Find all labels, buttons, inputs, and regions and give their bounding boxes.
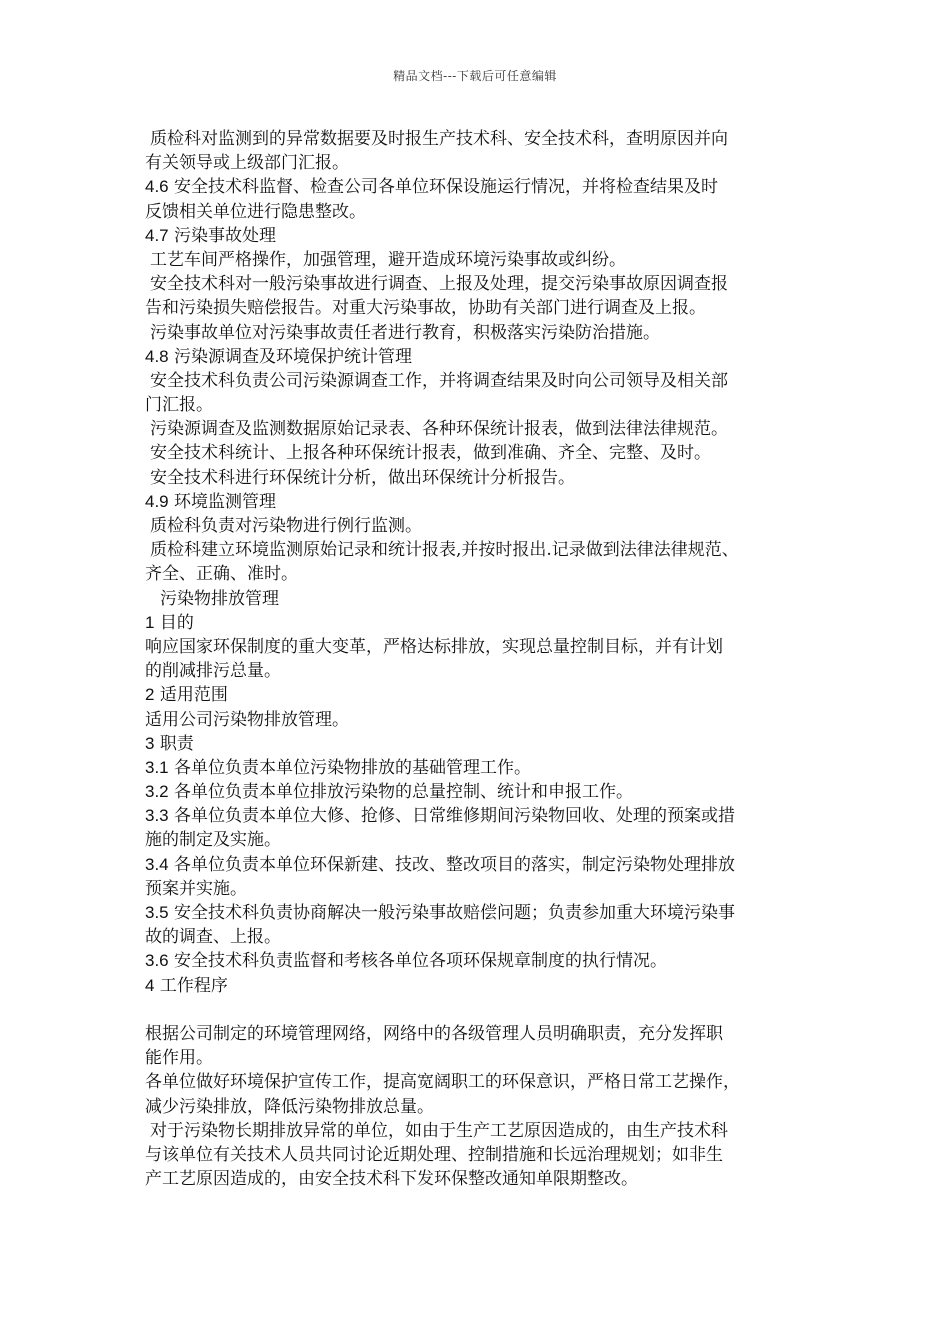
line-text: 适用公司污染物排放管理。: [145, 709, 349, 730]
section-number: 2: [145, 685, 155, 705]
text-line: [145, 659, 810, 683]
line-text: 各单位负责本单位污染物排放的基础管理工作。: [168, 757, 532, 778]
text-line: [145, 611, 810, 635]
line-text: 施的制定及实施。: [145, 830, 281, 851]
text-line: [145, 417, 810, 441]
line-text: 各单位负责本单位排放污染物的总量控制、统计和申报工作。: [168, 782, 634, 803]
line-text: 污染物排放管理: [160, 588, 279, 609]
text-line: [145, 635, 810, 659]
text-line: [145, 1046, 810, 1070]
section-number: 4: [145, 975, 155, 995]
text-line: [145, 175, 810, 199]
text-line: [145, 272, 810, 296]
line-text: 安全技术科进行环保统计分析，做出环保统计分析报告。: [150, 467, 575, 488]
section-number: 3.2: [145, 782, 169, 802]
line-text: 产工艺原因造成的，由安全技术科下发环保整改通知单限期整改。: [145, 1169, 638, 1190]
section-number: 3.6: [145, 951, 169, 971]
text-line: [145, 853, 810, 877]
line-text: 污染事故单位对污染事故责任者进行教育，积极落实污染防治措施。: [150, 322, 660, 343]
line-text: 安全技术科负责协商解决一般污染事故赔偿问题；负责参加重大环境污染事: [168, 903, 736, 923]
text-line: [145, 441, 810, 465]
text-line: [145, 780, 810, 804]
section-number: 3.1: [145, 757, 169, 777]
line-text: 安全技术科负责公司污染源调查工作，并将调查结果及时向公司领导及相关部: [150, 370, 728, 391]
section-number: 3.5: [145, 903, 169, 922]
line-text: 环境监测管理: [168, 491, 277, 512]
text-line: [145, 683, 810, 707]
line-text: 对于污染物长期排放异常的单位，如由于生产工艺原因造成的，由生产技术科: [150, 1120, 728, 1141]
text-line: [145, 151, 810, 175]
line-text: 污染源调查及环境保护统计管理: [168, 346, 413, 367]
text-line: [145, 756, 810, 780]
text-line: [145, 296, 810, 320]
text-line: [145, 321, 810, 345]
text-line: [145, 974, 810, 998]
text-line: [145, 828, 810, 852]
line-text: 职责: [154, 733, 194, 754]
line-text: 各单位负责本单位大修、抢修、日常维修期间污染物回收、处理的预案或措: [168, 806, 736, 827]
text-line: [145, 925, 810, 949]
document-body: [145, 127, 810, 1191]
line-text: 安全技术科统计、上报各种环保统计报表，做到准确、齐全、完整、及时。: [150, 443, 711, 464]
text-line: [145, 490, 810, 514]
text-line: [145, 1143, 810, 1167]
line-text: 根据公司制定的环境管理网络，网络中的各级管理人员明确职责，充分发挥职: [145, 1023, 723, 1044]
text-line: [145, 538, 810, 562]
line-text: 有关领导或上级部门汇报。: [145, 153, 349, 174]
line-text: 与该单位有关技术人员共同讨论近期处理、控制措施和长远治理规划；如非生: [145, 1144, 723, 1165]
page-header: 精品文档---下载后可任意编辑: [393, 69, 557, 83]
line-text: 工艺车间严格操作，加强管理，避开造成环境污染事故或纠纷。: [150, 249, 626, 270]
line-text: 污染源调查及监测数据原始记录表、各种环保统计报表，做到法律法律规范。: [150, 419, 728, 440]
text-line: [145, 393, 810, 417]
text-line: [145, 562, 810, 586]
line-text: 适用范围: [154, 685, 228, 706]
text-line: [145, 998, 810, 1022]
line-text: 安全技术科负责监督和考核各单位各项环保规章制度的执行情况。: [168, 951, 668, 972]
section-number: 1: [145, 612, 155, 632]
section-number: 4.9: [145, 491, 169, 511]
line-text: 响应国家环保制度的重大变革，严格达标排放，实现总量控制目标，并有计划: [145, 636, 723, 657]
section-number: 3: [145, 733, 155, 753]
text-line: [145, 804, 810, 828]
section-number: 4.8: [145, 346, 169, 366]
line-text: 目的: [154, 612, 194, 633]
text-line: [145, 1167, 810, 1191]
line-text: 齐全、正确、准时。: [145, 564, 298, 585]
text-line: [145, 732, 810, 756]
text-line: [145, 1095, 810, 1119]
line-text: 门汇报。: [145, 395, 213, 416]
line-text: 反馈相关单位进行隐患整改。: [145, 201, 366, 222]
line-text: 各单位做好环境保护宣传工作，提高宽阔职工的环保意识，严格日常工艺操作，: [145, 1072, 740, 1093]
text-line: [145, 127, 810, 151]
line-text: 各单位负责本单位环保新建、技改、整改项目的落实，制定污染物处理排放: [168, 854, 736, 875]
line-text: 质检科对监测到的异常数据要及时报生产技术科、安全技术科，查明原因并向: [150, 129, 728, 149]
line-text: 污染事故处理: [168, 225, 277, 246]
line-text: 安全技术科对一般污染事故进行调查、上报及处理，提交污染事故原因调查报: [150, 274, 728, 295]
text-line: [145, 200, 810, 224]
text-line: [145, 901, 810, 925]
text-line: [145, 1119, 810, 1143]
text-line: [145, 224, 810, 248]
line-text: 能作用。: [145, 1048, 213, 1069]
line-text: 安全技术科监督、检查公司各单位环保设施运行情况，并将检查结果及时: [168, 177, 719, 198]
section-number: 3.3: [145, 806, 169, 826]
text-line: [145, 587, 810, 611]
section-number: 4.6: [145, 177, 169, 197]
text-line: [145, 949, 810, 973]
text-line: [145, 1070, 810, 1094]
text-line: [145, 369, 810, 393]
section-number: 3.4: [145, 854, 169, 874]
line-text: 预案并实施。: [145, 878, 247, 899]
line-text: 质检科负责对污染物进行例行监测。: [150, 516, 422, 536]
line-text: 质检科建立环境监测原始记录和统计报表,并按时报出.记录做到法律法律规范、: [150, 540, 739, 561]
line-text: 的削减排污总量。: [145, 661, 281, 682]
text-line: [145, 1022, 810, 1046]
text-line: [145, 248, 810, 272]
text-line: [145, 877, 810, 901]
text-line: [145, 514, 810, 538]
text-line: [145, 708, 810, 732]
text-line: [145, 466, 810, 490]
section-number: 4.7: [145, 225, 169, 245]
text-line: [145, 345, 810, 369]
line-text: 工作程序: [154, 975, 228, 996]
line-text: 告和污染损失赔偿报告。对重大污染事故，协助有关部门进行调查及上报。: [145, 298, 706, 319]
line-text: 故的调查、上报。: [145, 927, 281, 948]
line-text: 减少污染排放，降低污染物排放总量。: [145, 1096, 434, 1117]
